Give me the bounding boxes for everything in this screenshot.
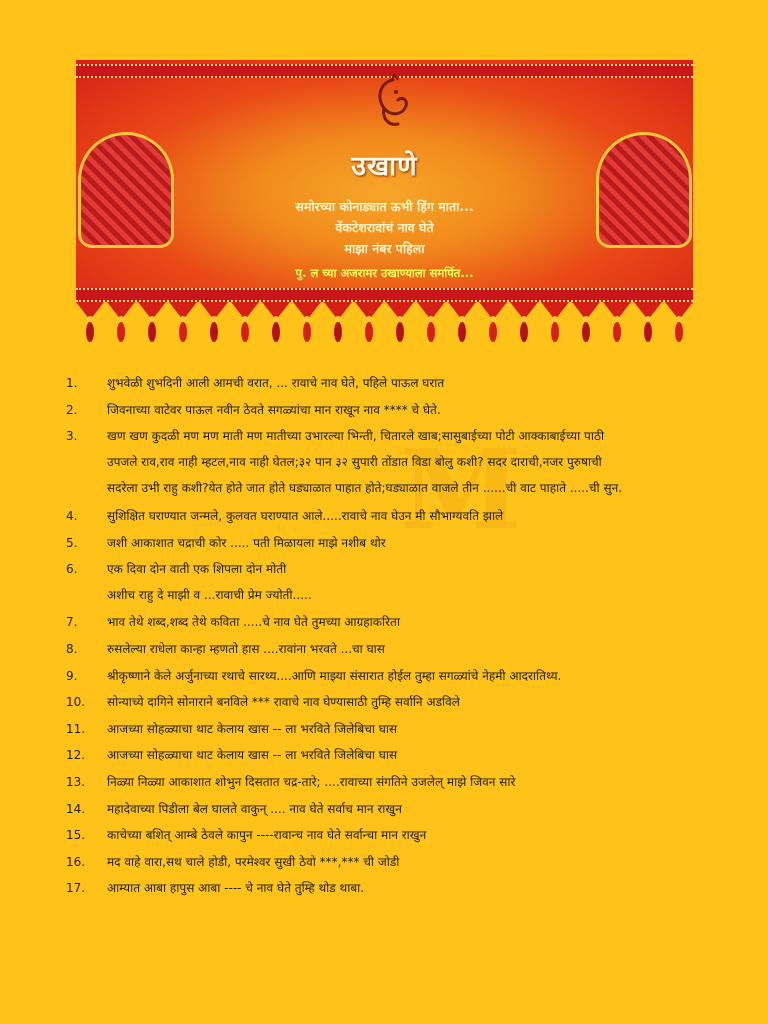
tassel — [634, 302, 662, 342]
banner-poem-line: समोरच्या कोनाड्यात ऊभी हिंग माता... — [295, 199, 474, 214]
list-item — [0, 609, 768, 636]
tassel — [169, 302, 197, 342]
list-item — [0, 663, 768, 690]
banner-title: उखाणे — [351, 151, 418, 182]
list-item — [0, 875, 768, 902]
tassel — [262, 302, 290, 342]
tassel-decoration — [76, 302, 693, 352]
item-text: रुसलेल्या राधेला कान्हा म्हणतो हास ....रावांना भरवते ...चा घास — [107, 641, 385, 656]
item-text: श्रीकृष्णाने केले अर्जुनाच्या रथाचे सारथ्य....आणि माझ्या संसारात होईल तुम्हा सगळ्यांचे नेहमी आदरातिथ्य. — [107, 668, 562, 683]
tassel — [386, 302, 414, 342]
banner-poem-line: वेंकटेशरावांचं नाव घेते — [335, 220, 434, 235]
item-text: निळ्या निळ्या आकाशात शोभुन दिसतात चद्र-तारे; ....रावाच्या संगतिने उजलेल् माझे जिवन सारे — [107, 774, 516, 789]
list-item — [0, 769, 768, 796]
item-number: 9. — [66, 668, 78, 683]
list-item — [0, 556, 768, 609]
tassel — [510, 302, 538, 342]
item-number: 12. — [66, 748, 86, 763]
tassel — [541, 302, 569, 342]
item-text: आजच्या सोहळ्याचा थाट केलाय खास -- ला भरविते जिलेबिचा घास — [107, 721, 398, 736]
item-text: सदरेला उभी राहु कशी?येत होते जात होते घड्याळात पाहात होते;घड्याळात वाजले तीन ......ची वाट पाहाते .....ची सुन. — [107, 481, 623, 496]
item-number: 8. — [66, 641, 78, 656]
list-item — [0, 742, 768, 769]
tassel — [603, 302, 631, 342]
tassel — [417, 302, 445, 342]
tassel — [200, 302, 228, 342]
watermark: M — [400, 425, 518, 554]
ukhane-list — [0, 370, 768, 902]
item-text: खण खण कुदळी मण मण माती मण मातीच्या उभारल्या भिन्ती, चितारले खाब;सासुबाईच्या पोटी आक्काबाईच्या पाठी — [107, 429, 605, 444]
item-number: 17. — [66, 881, 86, 896]
item-text: आम्यात आबा हापुस आबा ---- चे नाव घेते तुम्हि थोड थाबा. — [107, 881, 365, 896]
list-item — [0, 370, 768, 397]
item-text: काचेच्या बशित् आम्बे ठेवले कापुन ----रावान्च नाव घेते सर्वान्चा मान राखुन — [107, 828, 427, 843]
item-number: 16. — [66, 854, 86, 869]
ganesha-icon — [368, 74, 418, 134]
item-text: मद वाहे वारा,सथ चाले होडी, परमेश्वर सुखी ठेवो ***,*** ची जोडी — [107, 854, 400, 869]
banner-poem-line: माझा नंबर पहिला — [344, 241, 425, 256]
list-item — [0, 822, 768, 849]
item-number: 13. — [66, 774, 86, 789]
item-text: महादेवाच्या पिडीला बेल घालते वाकुन् .... नाव घेते सर्वाच मान राखुन — [107, 801, 402, 816]
item-text: सोन्याच्ये दागिने सोनाराने बनविले *** रावाचे नाव घेण्यासाठी तुम्हि सर्वानि अडविले — [107, 695, 460, 710]
item-text: एक दिवा दोन वाती एक शिपला दोन मोती — [107, 562, 287, 577]
item-number: 10. — [66, 695, 86, 710]
list-item — [0, 397, 768, 424]
list-item — [0, 849, 768, 876]
tassel — [572, 302, 600, 342]
ukhane-banner — [76, 60, 693, 352]
item-number: 15. — [66, 828, 86, 843]
tassel — [76, 302, 104, 342]
tassel — [107, 302, 135, 342]
item-text: भाव तेथे शब्द,शब्द तेथे कविता .....चे नाव घेते तुमच्या आग्रहाकरिता — [107, 615, 400, 630]
list-item — [0, 689, 768, 716]
tassel — [448, 302, 476, 342]
item-number: 11. — [66, 721, 86, 736]
item-text: अशीच राहु दे माझी व ...रावाची प्रेम ज्योती..... — [107, 588, 312, 603]
banner-bottom-border — [76, 288, 693, 302]
item-number: 4. — [66, 509, 78, 524]
item-number: 7. — [66, 615, 78, 630]
tassel — [355, 302, 383, 342]
tassel — [665, 302, 693, 342]
list-item — [0, 530, 768, 557]
item-number: 6. — [66, 562, 78, 577]
item-text: आजच्या सोहळ्याचा थाट केलाय खास -- ला भरविते जिलेबिचा घास — [107, 748, 398, 763]
item-number: 5. — [66, 535, 78, 550]
tassel — [324, 302, 352, 342]
item-text: जिवनाच्या वाटेवर पाऊल नवीन ठेवते सगळ्यांचा मान राखून नाव **** चे घेते. — [107, 402, 441, 417]
tassel — [293, 302, 321, 342]
list-item — [0, 503, 768, 530]
list-item — [0, 796, 768, 823]
item-text: उपजले राव,राव नाही म्हटल,नाव नाही घेतल;३२ पान ३२ सुपारी तोंडात विडा बोलु कशी? सदर दाराची,नजर पुरुषाची — [107, 455, 602, 470]
item-text: सुशिक्षित घराण्यात जन्मले, कुलवत घराण्यात आले.....रावाचे नाव घेउन मी सौभाग्यवति झाले — [107, 509, 504, 524]
banner-dedication: पु. ल च्या अजरामर उखाण्याला समर्पित... — [295, 266, 474, 280]
item-text: जशी आकाशात चद्राची कोर ..... पती मिळायला माझे नशीब थोर — [107, 535, 386, 550]
list-item — [0, 716, 768, 743]
item-number: 3. — [66, 429, 78, 444]
tassel — [479, 302, 507, 342]
item-number: 14. — [66, 801, 86, 816]
tassel — [231, 302, 259, 342]
item-number: 2. — [66, 402, 78, 417]
item-number: 1. — [66, 376, 78, 390]
list-item — [0, 423, 768, 503]
tassel — [138, 302, 166, 342]
list-item — [0, 636, 768, 663]
item-text: शुभवेळी शुभदिनी आली आमची वरात, ... रावाचे नाव घेते, पहिले पाऊल घरात — [107, 376, 445, 390]
